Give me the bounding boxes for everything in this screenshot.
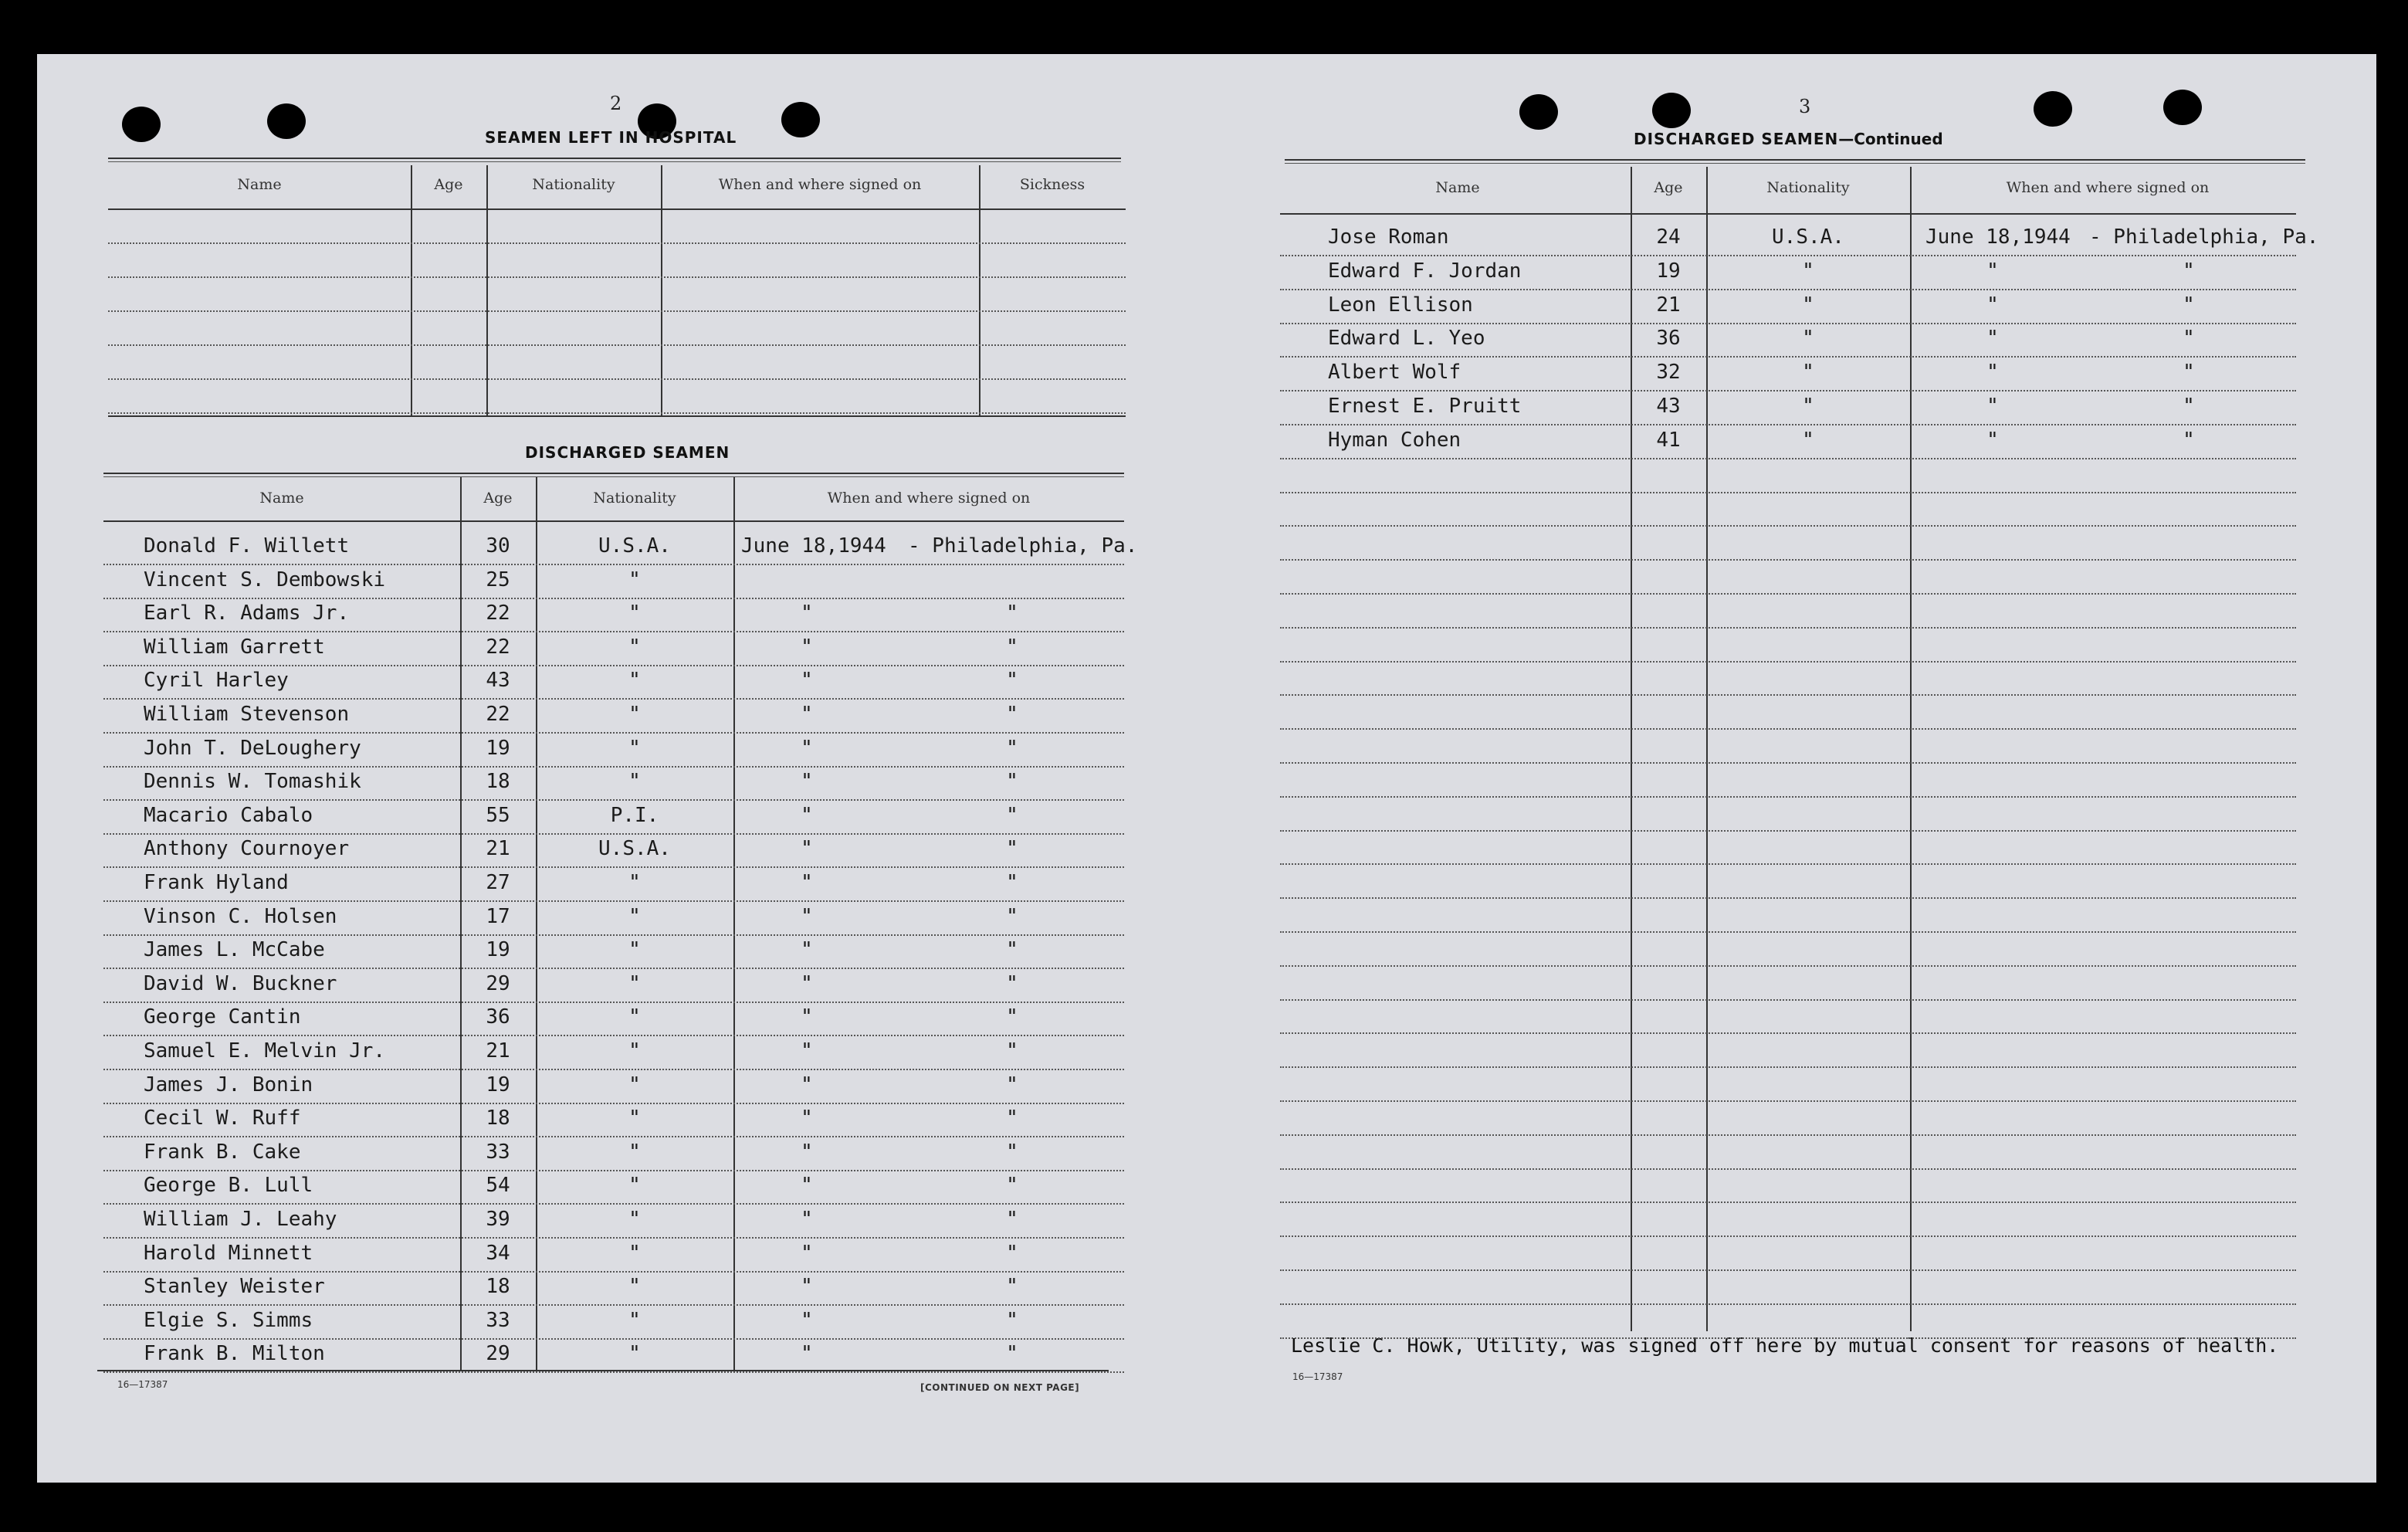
row-line [1280, 525, 2296, 527]
seaman-nationality: " [628, 1241, 641, 1265]
row-line [1280, 1168, 2296, 1170]
seaman-age: 33 [486, 1140, 510, 1164]
signed-on-place: " [1006, 635, 1018, 659]
seaman-name: William Stevenson [144, 703, 350, 726]
column-header: Age [434, 176, 463, 193]
seaman-nationality: " [628, 736, 641, 760]
seaman-nationality: P.I. [610, 803, 659, 827]
seaman-age: 43 [1656, 395, 1681, 418]
row-line [103, 1136, 1124, 1137]
seaman-age: 36 [486, 1005, 510, 1029]
seaman-nationality: " [628, 602, 641, 625]
row-line [103, 1304, 1124, 1306]
signed-on-place: " [1006, 770, 1018, 794]
seaman-age: 43 [486, 669, 510, 693]
column-divider [733, 477, 735, 1370]
row-line [103, 833, 1124, 835]
discharged-continued-title [1634, 130, 1943, 148]
row-line [1280, 1202, 2296, 1203]
seaman-name: James J. Bonin [144, 1073, 313, 1096]
row-line [1280, 323, 2296, 324]
remark-text: Leslie C. Howk, Utility, was signed off here by mutual consent for reasons of health. [1291, 1334, 2279, 1357]
page-number: 2 [610, 93, 622, 114]
signed-on-place: " [1006, 1308, 1018, 1332]
seaman-nationality: " [628, 1073, 641, 1096]
seaman-name: Vinson C. Holsen [144, 904, 337, 928]
signed-on-date: " [801, 736, 813, 760]
seaman-name: Elgie S. Simms [144, 1308, 313, 1332]
row-line [103, 1237, 1124, 1239]
row-line [103, 1371, 1124, 1373]
seaman-name: Cyril Harley [144, 669, 289, 693]
signed-on-date: " [801, 1005, 813, 1029]
signed-on-place: " [2183, 428, 2195, 452]
column-header: When and where signed on [827, 490, 1031, 507]
signed-on-place: " [2183, 395, 2195, 418]
signed-on-place: " [1006, 904, 1018, 928]
signed-on-place: " [1006, 1241, 1018, 1265]
seaman-nationality: " [628, 669, 641, 693]
seaman-age: 22 [486, 635, 510, 659]
row-line [1280, 593, 2296, 595]
seaman-age: 17 [486, 904, 510, 928]
signed-on-place: " [1006, 1107, 1018, 1130]
row-line [1280, 627, 2296, 629]
seaman-name: Harold Minnett [144, 1241, 313, 1265]
seaman-name: Frank B. Milton [144, 1342, 325, 1366]
seaman-name: James L. McCabe [144, 938, 325, 962]
signed-on-date: " [801, 1174, 813, 1198]
signed-on-place: " [1006, 803, 1018, 827]
row-line [103, 866, 1124, 868]
column-header: Nationality [593, 490, 676, 507]
punch-hole [122, 107, 161, 142]
column-header: Name [259, 490, 304, 507]
page-number: 3 [1799, 96, 1811, 117]
seaman-nationality: " [628, 1275, 641, 1299]
row-line [1280, 694, 2296, 696]
row-line [1280, 458, 2296, 459]
signed-on-date: " [801, 1208, 813, 1231]
seaman-name: William J. Leahy [144, 1208, 337, 1231]
seaman-nationality: " [1802, 327, 1814, 351]
seaman-age: 21 [1656, 293, 1681, 317]
seaman-nationality: " [628, 1005, 641, 1029]
row-line [108, 310, 1126, 312]
row-line [103, 564, 1124, 565]
signed-on-place: " [1006, 1039, 1018, 1063]
row-line [103, 598, 1124, 599]
row-line [1280, 965, 2296, 967]
signed-on-date: " [1986, 259, 1999, 283]
seaman-age: 19 [486, 938, 510, 962]
signed-on-date: " [1986, 428, 1999, 452]
signed-on-date: " [801, 1308, 813, 1332]
seaman-name: Jose Roman [1328, 225, 1449, 249]
punch-hole [2163, 90, 2202, 125]
seaman-name: Edward F. Jordan [1328, 259, 1522, 283]
row-line [1280, 762, 2296, 764]
row-line [108, 276, 1126, 278]
column-header: Age [483, 490, 513, 507]
row-line [1280, 1303, 2296, 1305]
row-line [108, 242, 1126, 244]
row-line [103, 799, 1124, 801]
seaman-nationality: " [628, 703, 641, 726]
row-line [103, 1069, 1124, 1070]
signed-on-place: - Philadelphia, Pa. [908, 534, 1138, 558]
signed-on-place: " [1006, 703, 1018, 726]
row-line [1280, 1100, 2296, 1102]
signed-on-date: " [801, 938, 813, 962]
seaman-name: Anthony Cournoyer [144, 837, 350, 861]
seaman-age: 18 [486, 1107, 510, 1130]
seaman-nationality: U.S.A. [1772, 225, 1844, 249]
seaman-name: Leon Ellison [1328, 293, 1473, 317]
seaman-name: William Garrett [144, 635, 325, 659]
signed-on-date: " [801, 971, 813, 995]
signed-on-date: " [801, 837, 813, 861]
hospital-section-title: SEAMEN LEFT IN HOSPITAL [485, 128, 737, 147]
seaman-age: 55 [486, 803, 510, 827]
row-line [108, 412, 1126, 414]
rule [108, 208, 1126, 210]
signed-on-date: June 18,1944 [741, 534, 886, 558]
seaman-age: 32 [1656, 361, 1681, 385]
seaman-age: 19 [486, 736, 510, 760]
seaman-nationality: " [628, 1174, 641, 1198]
signed-on-place: " [2183, 361, 2195, 385]
row-line [103, 1203, 1124, 1205]
row-line [1280, 897, 2296, 899]
punch-hole [781, 102, 820, 137]
row-line [1280, 863, 2296, 865]
signed-on-date: " [801, 703, 813, 726]
seaman-nationality: " [1802, 361, 1814, 385]
seaman-nationality: " [628, 1342, 641, 1366]
signed-on-place: " [2183, 259, 2195, 283]
seaman-nationality: " [628, 938, 641, 962]
signed-on-place: " [1006, 1342, 1018, 1366]
seaman-name: David W. Buckner [144, 971, 337, 995]
seaman-name: Edward L. Yeo [1328, 327, 1485, 351]
seaman-nationality: " [628, 1208, 641, 1231]
signed-on-date: " [801, 1073, 813, 1096]
signed-on-place: " [1006, 736, 1018, 760]
row-line [103, 1271, 1124, 1273]
column-header: Age [1654, 179, 1683, 196]
seaman-age: 21 [486, 1039, 510, 1063]
punch-hole [267, 103, 306, 139]
seaman-name: Macario Cabalo [144, 803, 313, 827]
column-header: Nationality [532, 176, 615, 193]
row-line [108, 378, 1126, 380]
form-number: 16—17387 [1292, 1371, 1343, 1382]
row-line [103, 934, 1124, 936]
seaman-nationality: " [628, 1039, 641, 1063]
row-line [103, 900, 1124, 902]
signed-on-place: " [1006, 1140, 1018, 1164]
signed-on-place: " [2183, 327, 2195, 351]
punch-hole [1519, 94, 1558, 130]
column-header: Name [237, 176, 282, 193]
signed-on-place: " [1006, 1275, 1018, 1299]
discharged-section-title: DISCHARGED SEAMEN [525, 443, 730, 462]
seaman-age: 19 [1656, 259, 1681, 283]
signed-on-place: " [1006, 971, 1018, 995]
seaman-nationality: " [628, 568, 641, 591]
signed-on-date: " [801, 1039, 813, 1063]
seaman-age: 29 [486, 1342, 510, 1366]
signed-on-place: " [1006, 1174, 1018, 1198]
title-text: DISCHARGED SEAMEN [1634, 130, 1839, 148]
row-line [1280, 661, 2296, 663]
seaman-nationality: " [628, 635, 641, 659]
signed-on-date: " [801, 1107, 813, 1130]
column-header: Nationality [1766, 179, 1850, 196]
form-number: 16—17387 [117, 1379, 168, 1390]
signed-on-date: " [801, 770, 813, 794]
seaman-age: 22 [486, 703, 510, 726]
row-line [1280, 999, 2296, 1001]
row-line [1280, 1066, 2296, 1068]
seaman-age: 30 [486, 534, 510, 558]
continued-note: [CONTINUED ON NEXT PAGE] [920, 1382, 1080, 1393]
signed-on-date: " [801, 669, 813, 693]
row-line [103, 1170, 1124, 1171]
seaman-nationality: " [1802, 259, 1814, 283]
row-line [1280, 931, 2296, 933]
seaman-nationality: " [628, 1308, 641, 1332]
row-line [103, 1338, 1124, 1340]
row-line [1280, 1235, 2296, 1237]
seaman-name: Dennis W. Tomashik [144, 770, 361, 794]
row-line [1280, 356, 2296, 358]
seaman-age: 18 [486, 770, 510, 794]
row-line [103, 698, 1124, 700]
seaman-age: 54 [486, 1174, 510, 1198]
seaman-name: Earl R. Adams Jr. [144, 602, 350, 625]
row-line [1280, 830, 2296, 832]
seaman-age: 34 [486, 1241, 510, 1265]
seaman-age: 19 [486, 1073, 510, 1096]
seaman-nationality: U.S.A. [598, 837, 671, 861]
signed-on-date: " [1986, 361, 1999, 385]
signed-on-place: " [1006, 1005, 1018, 1029]
signed-on-date: " [801, 1241, 813, 1265]
seaman-age: 27 [486, 871, 510, 894]
seaman-age: 21 [486, 837, 510, 861]
signed-on-date: " [801, 1275, 813, 1299]
seaman-nationality: " [1802, 395, 1814, 418]
seaman-nationality: " [1802, 428, 1814, 452]
signed-on-date: " [1986, 327, 1999, 351]
rule [1285, 159, 2305, 164]
column-header: Sickness [1019, 176, 1085, 193]
row-line [1280, 1269, 2296, 1271]
row-line [1280, 492, 2296, 493]
column-header: Name [1435, 179, 1480, 196]
signed-on-place: " [2183, 293, 2195, 317]
seaman-name: Hyman Cohen [1328, 428, 1461, 452]
signed-on-date: " [1986, 293, 1999, 317]
row-line [1280, 559, 2296, 561]
signed-on-date: " [801, 1140, 813, 1164]
seaman-age: 24 [1656, 225, 1681, 249]
row-line [1280, 255, 2296, 256]
seaman-name: Ernest E. Pruitt [1328, 395, 1522, 418]
signed-on-date: " [801, 1342, 813, 1366]
row-line [103, 1103, 1124, 1104]
row-line [1280, 1032, 2296, 1034]
seaman-name: Vincent S. Dembowski [144, 568, 386, 591]
seaman-nationality: " [628, 904, 641, 928]
seaman-age: 18 [486, 1275, 510, 1299]
signed-on-place: - Philadelphia, Pa. [2089, 225, 2319, 249]
seaman-age: 41 [1656, 428, 1681, 452]
seaman-nationality: " [628, 871, 641, 894]
signed-on-date: " [801, 602, 813, 625]
seaman-name: Samuel E. Melvin Jr. [144, 1039, 386, 1063]
signed-on-date: " [801, 635, 813, 659]
row-line [1280, 424, 2296, 425]
punch-hole [2034, 91, 2072, 127]
seaman-age: 39 [486, 1208, 510, 1231]
seaman-name: Cecil W. Ruff [144, 1107, 301, 1130]
signed-on-date: June 18,1944 [1925, 225, 2071, 249]
row-line [1280, 796, 2296, 798]
row-line [108, 344, 1126, 346]
row-line [1280, 1134, 2296, 1136]
row-line [1280, 390, 2296, 391]
seaman-nationality: " [1802, 293, 1814, 317]
rule [103, 520, 1124, 522]
punch-hole [1652, 93, 1691, 128]
signed-on-place: " [1006, 602, 1018, 625]
title-suffix: —Continued [1838, 130, 1943, 148]
seaman-name: John T. DeLoughery [144, 736, 361, 760]
signed-on-place: " [1006, 1208, 1018, 1231]
column-divider [1910, 167, 1912, 1331]
seaman-age: 36 [1656, 327, 1681, 351]
signed-on-date: " [801, 871, 813, 894]
signed-on-date: " [801, 904, 813, 928]
seaman-nationality: " [628, 1107, 641, 1130]
seaman-age: 25 [486, 568, 510, 591]
row-line [103, 732, 1124, 734]
seaman-nationality: U.S.A. [598, 534, 671, 558]
row-line [103, 631, 1124, 632]
rule [103, 473, 1124, 477]
seaman-nationality: " [628, 770, 641, 794]
rule [108, 415, 1126, 417]
column-header: When and where signed on [2006, 179, 2210, 196]
signed-on-place: " [1006, 669, 1018, 693]
seaman-age: 33 [486, 1308, 510, 1332]
rule [108, 158, 1121, 162]
column-header: When and where signed on [718, 176, 922, 193]
seaman-nationality: " [628, 971, 641, 995]
seaman-age: 22 [486, 602, 510, 625]
rule [1280, 213, 2296, 215]
seaman-name: Frank Hyland [144, 871, 289, 894]
seaman-name: George B. Lull [144, 1174, 313, 1198]
row-line [1280, 289, 2296, 290]
signed-on-place: " [1006, 871, 1018, 894]
row-line [103, 665, 1124, 666]
seaman-name: Donald F. Willett [144, 534, 350, 558]
seaman-name: George Cantin [144, 1005, 301, 1029]
row-line [103, 766, 1124, 768]
signed-on-place: " [1006, 938, 1018, 962]
signed-on-date: " [1986, 395, 1999, 418]
row-line [103, 1002, 1124, 1003]
seaman-age: 29 [486, 971, 510, 995]
seaman-name: Albert Wolf [1328, 361, 1461, 385]
row-line [103, 1035, 1124, 1036]
signed-on-date: " [801, 803, 813, 827]
signed-on-place: " [1006, 1073, 1018, 1096]
seaman-name: Frank B. Cake [144, 1140, 301, 1164]
seaman-name: Stanley Weister [144, 1275, 325, 1299]
seaman-nationality: " [628, 1140, 641, 1164]
row-line [103, 968, 1124, 969]
row-line [1280, 1337, 2296, 1339]
row-line [1280, 728, 2296, 730]
signed-on-place: " [1006, 837, 1018, 861]
